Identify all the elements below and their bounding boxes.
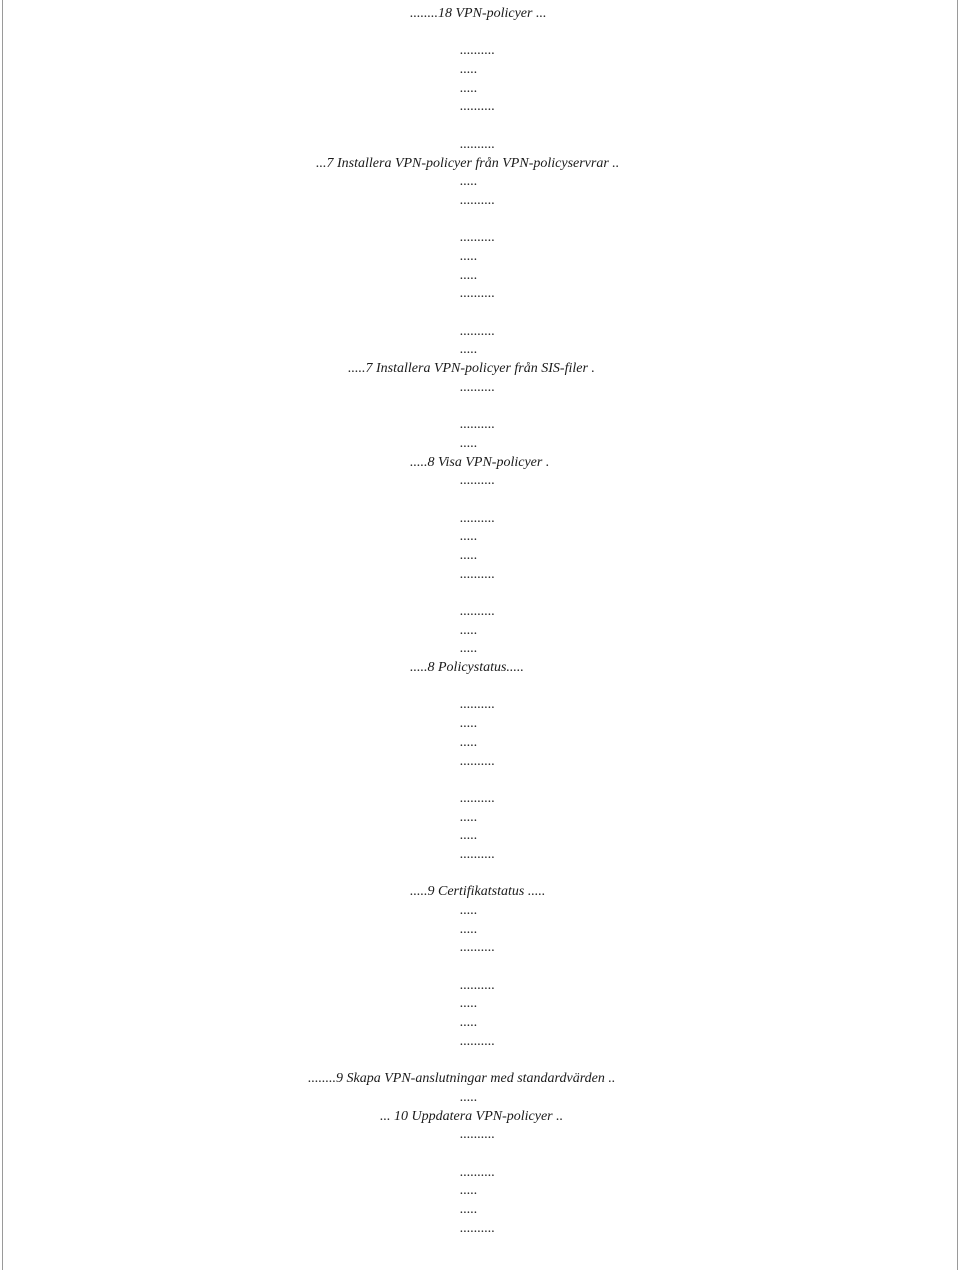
toc-line [0, 397, 960, 416]
toc-line [0, 865, 960, 884]
toc-line-text: .......... [460, 323, 495, 339]
toc-line [0, 1033, 960, 1052]
toc-line-text: .......... [460, 473, 495, 489]
toc-line [0, 771, 960, 790]
toc-line [0, 603, 960, 622]
toc-line-text: .......... [460, 379, 495, 395]
toc-line [0, 584, 960, 603]
table-of-contents [0, 5, 960, 1238]
toc-line [0, 846, 960, 865]
toc-line [0, 883, 960, 902]
toc-line [0, 1145, 960, 1164]
toc-line [0, 80, 960, 99]
toc-line [0, 809, 960, 828]
toc-line [0, 454, 960, 473]
toc-line-text: .......... [460, 417, 495, 433]
toc-line-text: .......... [460, 192, 495, 208]
toc-line [0, 734, 960, 753]
toc-line-text: ..... [460, 996, 478, 1012]
toc-line [0, 136, 960, 155]
toc-line-text: ..... [460, 62, 478, 78]
toc-line [0, 24, 960, 43]
toc-line [0, 977, 960, 996]
toc-line-text: .......... [460, 604, 495, 619]
toc-line [0, 1164, 960, 1183]
toc-line [0, 1108, 960, 1127]
toc-line [0, 61, 960, 80]
toc-line [0, 1089, 960, 1108]
toc-line [0, 921, 960, 940]
toc-line [0, 790, 960, 809]
toc-line [0, 753, 960, 772]
toc-line-text: ..... [460, 342, 478, 358]
toc-line [0, 939, 960, 958]
toc-line [0, 715, 960, 734]
toc-line [0, 491, 960, 510]
toc-line [0, 323, 960, 342]
toc-line [0, 1014, 960, 1033]
toc-line-text: ..... [460, 921, 478, 937]
toc-line [0, 267, 960, 286]
toc-line [0, 211, 960, 230]
toc-line-text: ..... [460, 1089, 478, 1105]
toc-line-text: .......... [460, 977, 495, 993]
toc-line [0, 192, 960, 211]
toc-line [0, 510, 960, 529]
toc-line-text: .....7 Installera VPN-policyer från SIS-filer . [348, 361, 595, 377]
toc-line-text: .....8 Visa VPN-policyer . [410, 454, 550, 470]
toc-line-text: .......... [460, 286, 495, 302]
toc-line-text: ..... [460, 641, 478, 657]
toc-line-text: ...7 Installera VPN-policyer från VPN-policyservrar .. [316, 155, 620, 171]
toc-line-text: ..... [460, 622, 478, 638]
toc-line-text: ..... [460, 80, 478, 96]
toc-line [0, 902, 960, 921]
toc-line [0, 117, 960, 136]
toc-line [0, 678, 960, 697]
toc-line [0, 1182, 960, 1201]
toc-line-text: ........18 VPN-policyer ... [410, 6, 547, 21]
toc-line-text: ..... [460, 1202, 478, 1217]
toc-line-text: .......... [460, 790, 495, 806]
toc-line-text: .....8 Policystatus..... [410, 660, 524, 676]
toc-line-text: .......... [460, 1127, 495, 1143]
toc-line-text: .......... [460, 566, 495, 582]
toc-line [0, 1201, 960, 1220]
toc-line [0, 958, 960, 977]
toc-line [0, 360, 960, 379]
toc-line-text: .......... [460, 753, 495, 769]
toc-line [0, 5, 960, 24]
toc-line-text: ..... [460, 248, 478, 264]
toc-line-text: .......... [460, 846, 495, 862]
toc-line [0, 435, 960, 454]
toc-line-text: ........9 Skapa VPN-anslutningar med standardvärden .. [308, 1071, 616, 1087]
toc-line-text: ..... [460, 547, 478, 563]
toc-line-text: .......... [460, 1164, 495, 1180]
toc-line-text: ..... [460, 1015, 478, 1031]
toc-line [0, 248, 960, 267]
toc-line [0, 42, 960, 61]
toc-line-text: ... 10 Uppdatera VPN-policyer .. [380, 1108, 564, 1124]
toc-line [0, 341, 960, 360]
toc-line [0, 229, 960, 248]
toc-line-text: ..... [460, 267, 478, 283]
toc-line [0, 659, 960, 678]
toc-line [0, 173, 960, 192]
toc-line [0, 827, 960, 846]
toc-line-text: .......... [460, 230, 495, 246]
toc-line-text: ..... [460, 903, 478, 918]
toc-line [0, 416, 960, 435]
toc-line-text: .......... [460, 43, 495, 59]
toc-line-text: .....9 Certifikatstatus ..... [410, 884, 546, 900]
toc-line-text: .......... [460, 1033, 495, 1049]
toc-line-text: ..... [460, 809, 478, 825]
toc-line-text: ..... [460, 828, 478, 844]
toc-line-text: ..... [460, 529, 478, 545]
toc-line [0, 528, 960, 547]
toc-line-text: ..... [460, 1183, 478, 1199]
toc-line [0, 566, 960, 585]
toc-line [0, 622, 960, 641]
toc-line-text: .......... [460, 697, 495, 713]
toc-line [0, 472, 960, 491]
toc-line-text: ..... [460, 174, 478, 190]
toc-line-text: .......... [460, 99, 495, 115]
toc-line-text: .......... [460, 510, 495, 526]
toc-line-text: ..... [460, 435, 478, 451]
toc-line [0, 304, 960, 323]
toc-line [0, 1220, 960, 1239]
toc-line-text: .......... [460, 940, 495, 956]
toc-line [0, 995, 960, 1014]
toc-line [0, 285, 960, 304]
toc-line-text: ..... [460, 716, 478, 732]
toc-line [0, 696, 960, 715]
toc-line [0, 98, 960, 117]
toc-line-text: ..... [460, 734, 478, 750]
toc-line [0, 1126, 960, 1145]
toc-line [0, 547, 960, 566]
toc-line [0, 1070, 960, 1089]
toc-line-text: .......... [460, 1220, 495, 1236]
toc-line-text: .......... [460, 136, 495, 152]
toc-line [0, 1052, 960, 1071]
toc-line [0, 640, 960, 659]
toc-line [0, 379, 960, 398]
toc-line [0, 155, 960, 174]
